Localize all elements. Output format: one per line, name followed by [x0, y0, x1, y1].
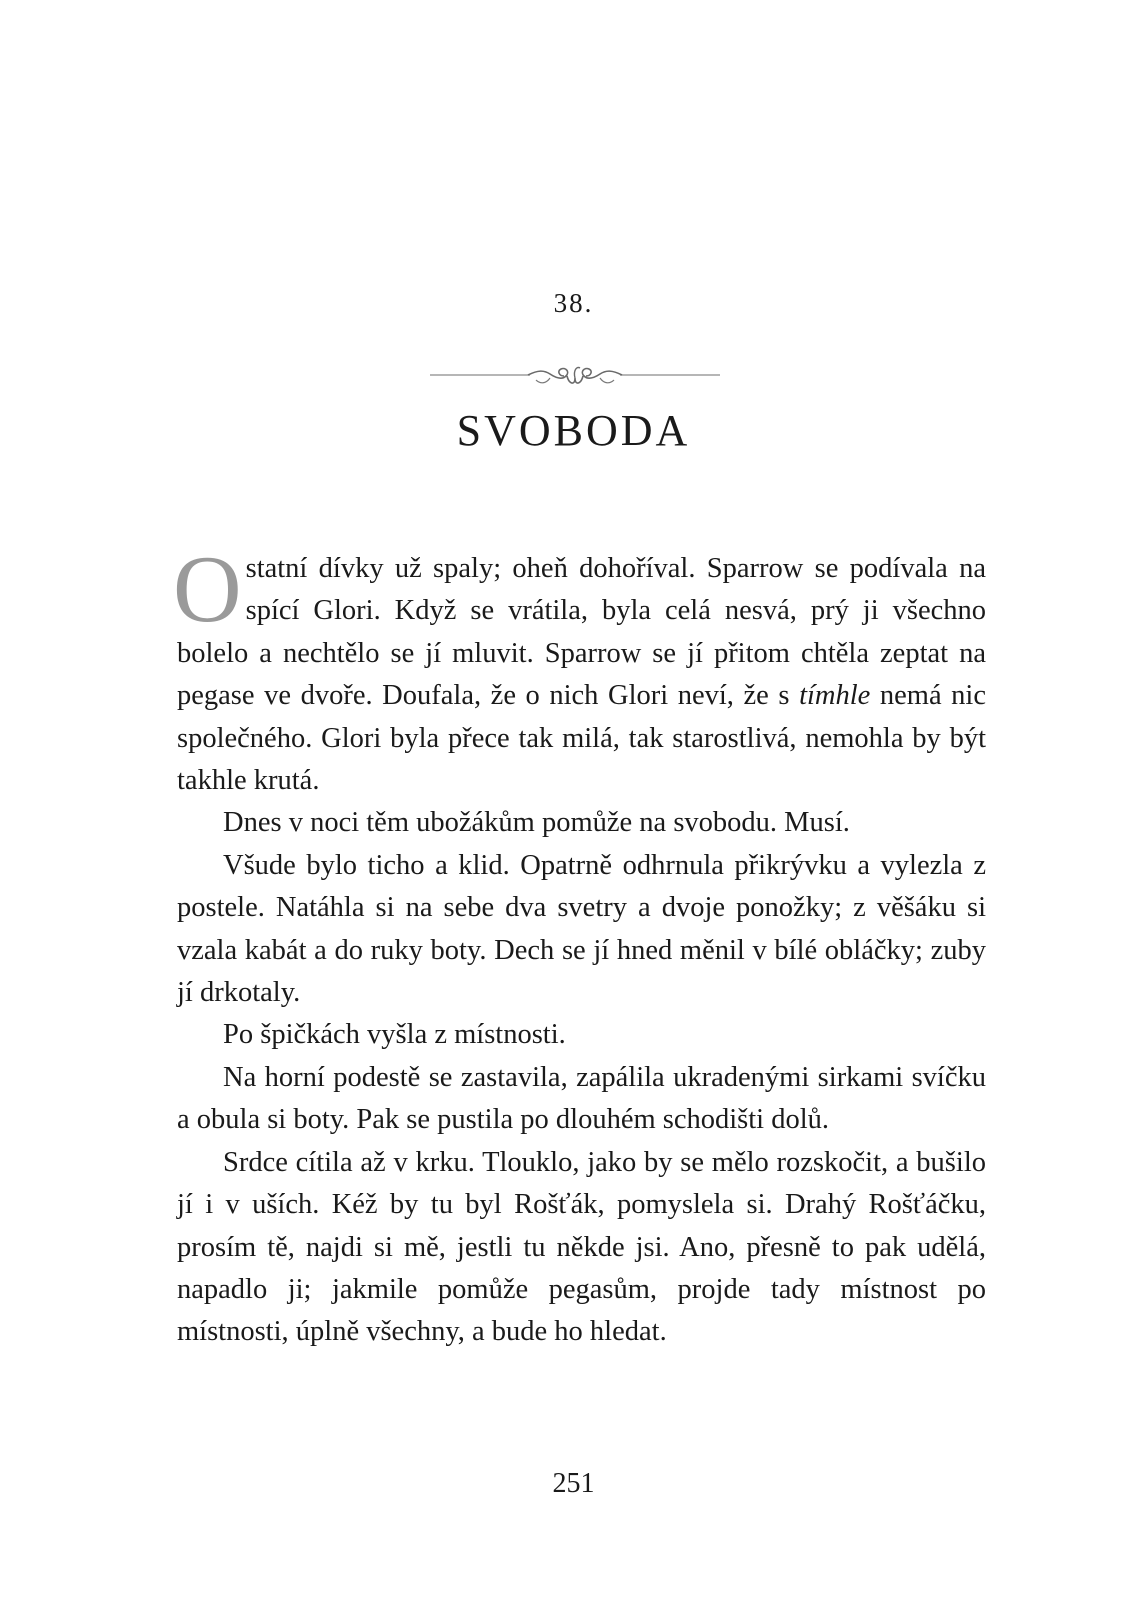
paragraph: Dnes v noci těm ubožákům pomůže na svobodu. Musí. — [223, 807, 850, 839]
paragraph: Po špičkách vyšla z místnosti. — [223, 1019, 566, 1051]
paragraph: Na horní podestě se zastavila, zapálila ukradenými sirkami svíčku a obula si boty. Pak se pustila po dlouhém schodišti dolů. — [177, 1061, 986, 1136]
chapter-text — [173, 536, 986, 1354]
paragraph: Srdce cítila až v krku. Tlouklo, jako by se mělo rozskočit, a bušilo jí i v uších. Kéž by tu byl Rošťák, pomyslela si. Drahý Rošťáčku, prosím tě, najdi si mě, jestli tu někde jsi. Ano, přesně to pak udělá, napadlo ji; jakmile pomůže pegasům, projde tady místnost po místnosti, úplně všechny, a bude ho hledat. — [177, 1146, 986, 1348]
emphasis-text: tímhle — [799, 680, 871, 712]
flourish-divider-icon — [430, 364, 720, 392]
chapter-title: SVOBODA — [456, 406, 691, 455]
chapter-number: 38. — [553, 288, 594, 318]
paragraph-text: statní dívky už spaly; oheň dohoříval. Sparrow se podívala na spící Glori. Když se vrátila, byla celá nesvá, prý ji všechno bolelo a nechtělo se jí mluvit. Sparrow se jí přitom chtěla zeptat na pegase ve dvoře. Doufala, že o nich Glori neví, že s — [177, 553, 986, 712]
paragraph — [173, 536, 986, 802]
page-number: 251 — [552, 1468, 595, 1499]
paragraph-text: nemá nic společného. Glori byla přece tak milá, tak starostlivá, nemohla by být takhle krutá. — [177, 680, 986, 797]
paragraph: Všude bylo ticho a klid. Opatrně odhrnula přikrývku a vylezla z postele. Natáhla si na sebe dva svetry a dvoje ponožky; z věšáku si vzala kabát a do ruky boty. Dech se jí hned měnil v bílé obláčky; zuby jí drkotaly. — [177, 849, 986, 1009]
drop-cap: O — [173, 536, 242, 642]
